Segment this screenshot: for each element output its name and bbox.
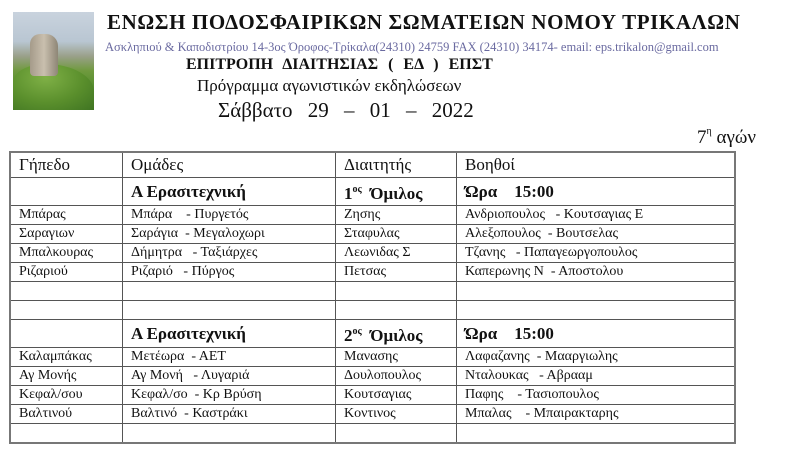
cell-field: Σαραγιων	[10, 225, 123, 244]
column-header-referee: Διαιτητής	[336, 152, 457, 178]
cell-assistants: Νταλουκας - Αβρααμ	[457, 367, 736, 386]
committee-heading: ΕΠΙΤΡΟΠΗ ΔΙΑΙΤΗΣΙΑΣ ( ΕΔ ) ΕΠΣΤ	[186, 56, 493, 73]
section-empty-cell	[10, 178, 123, 206]
blank-cell	[123, 424, 336, 444]
section-division: Α Ερασιτεχνική	[123, 178, 336, 206]
cell-referee: Ζησης	[336, 206, 457, 225]
cell-assistants: Παφης - Τασιοπουλος	[457, 386, 736, 405]
cell-assistants: Μπαλας - Μπαιρακταρης	[457, 405, 736, 424]
blank-cell	[457, 424, 736, 444]
table-row	[10, 244, 735, 263]
cell-field: Μπαλκουρας	[10, 244, 123, 263]
column-header-assistants: Βοηθοί	[457, 152, 736, 178]
cell-field: Μπάρας	[10, 206, 123, 225]
table-row	[10, 348, 735, 367]
cell-assistants: Λαφαζανης - Μααργιωλης	[457, 348, 736, 367]
table-row	[10, 225, 735, 244]
group-number: 1	[344, 184, 353, 203]
organization-title: ΕΝΩΣΗ ΠΟΔΟΣΦΑΙΡΙΚΩΝ ΣΩΜΑΤΕΙΩΝ ΝΟΜΟΥ ΤΡΙΚΑΛΩΝ	[107, 10, 741, 34]
table-row	[10, 405, 735, 424]
cell-referee: Κουτσαγιας	[336, 386, 457, 405]
cell-field: Αγ Μονής	[10, 367, 123, 386]
cell-field: Καλαμπάκας	[10, 348, 123, 367]
cell-field: Βαλτινού	[10, 405, 123, 424]
cell-referee: Πετσας	[336, 263, 457, 282]
cell-teams: Δήμητρα - Ταξιάρχες	[123, 244, 336, 263]
cell-teams: Ριζαριό - Πύργος	[123, 263, 336, 282]
cell-assistants: Αλεξοπουλος - Βουτσελας	[457, 225, 736, 244]
table-row	[10, 206, 735, 225]
logo-image	[13, 12, 94, 110]
cell-assistants: Ανδριοπουλος - Κουτσαγιας Ε	[457, 206, 736, 225]
cell-teams: Βαλτινό - Καστράκι	[123, 405, 336, 424]
cell-teams: Σαράγια - Μεγαλοχωρι	[123, 225, 336, 244]
cell-referee: Λεωνιδας Σ	[336, 244, 457, 263]
section-group	[336, 178, 457, 206]
blank-cell	[123, 282, 336, 301]
table-row	[10, 367, 735, 386]
cell-teams: Κεφαλ/σο - Κρ Βρύση	[123, 386, 336, 405]
group-superscript: ος	[352, 184, 362, 195]
cell-field: Ριζαριού	[10, 263, 123, 282]
table-row	[10, 386, 735, 405]
round-superscript: η	[706, 126, 712, 137]
group-label: Όμιλος	[370, 184, 423, 203]
cell-referee: Κοντινος	[336, 405, 457, 424]
round-word: αγών	[716, 127, 756, 148]
blank-cell	[457, 301, 736, 320]
cell-referee: Δουλοπουλος	[336, 367, 457, 386]
section-group	[336, 320, 457, 348]
section-division: Α Ερασιτεχνική	[123, 320, 336, 348]
blank-cell	[336, 424, 457, 444]
section-empty-cell	[10, 320, 123, 348]
program-heading: Πρόγραμμα αγωνιστικών εκδηλώσεων	[197, 76, 462, 95]
cell-teams: Αγ Μονή - Λυγαριά	[123, 367, 336, 386]
table-row	[10, 263, 735, 282]
blank-cell	[336, 301, 457, 320]
blank-cell	[10, 282, 123, 301]
group-label: Όμιλος	[370, 326, 423, 345]
round-number: 7	[697, 127, 707, 148]
cell-assistants: Τζανης - Παπαγεωργοπουλος	[457, 244, 736, 263]
section-time: Ώρα 15:00	[457, 320, 736, 348]
cell-referee: Μανασης	[336, 348, 457, 367]
section-row	[10, 320, 735, 348]
group-superscript: ος	[352, 326, 362, 337]
match-date: Σάββατο 29 – 01 – 2022	[218, 98, 474, 122]
logo-rock	[30, 34, 58, 76]
table-header-row	[10, 152, 735, 178]
blank-row	[10, 424, 735, 444]
blank-row	[10, 301, 735, 320]
round-label	[697, 126, 756, 149]
cell-assistants: Καπερωνης Ν - Αποστολου	[457, 263, 736, 282]
blank-cell	[10, 301, 123, 320]
blank-row	[10, 282, 735, 301]
blank-cell	[123, 301, 336, 320]
contact-info: Ασκληπιού & Καποδιστρίου 14-3ος Όροφος-Τρίκαλα(24310) 24759 FAX (24310) 34174- email: eps.trikalon@gmail.com	[105, 40, 719, 54]
section-time: Ώρα 15:00	[457, 178, 736, 206]
cell-teams: Μετέωρα - ΑΕΤ	[123, 348, 336, 367]
cell-referee: Σταφυλας	[336, 225, 457, 244]
blank-cell	[10, 424, 123, 444]
cell-teams: Μπάρα - Πυργετός	[123, 206, 336, 225]
blank-cell	[457, 282, 736, 301]
group-number: 2	[344, 326, 353, 345]
column-header-field: Γήπεδο	[10, 152, 123, 178]
schedule-table	[9, 151, 736, 444]
section-row	[10, 178, 735, 206]
cell-field: Κεφαλ/σου	[10, 386, 123, 405]
blank-cell	[336, 282, 457, 301]
column-header-teams: Ομάδες	[123, 152, 336, 178]
